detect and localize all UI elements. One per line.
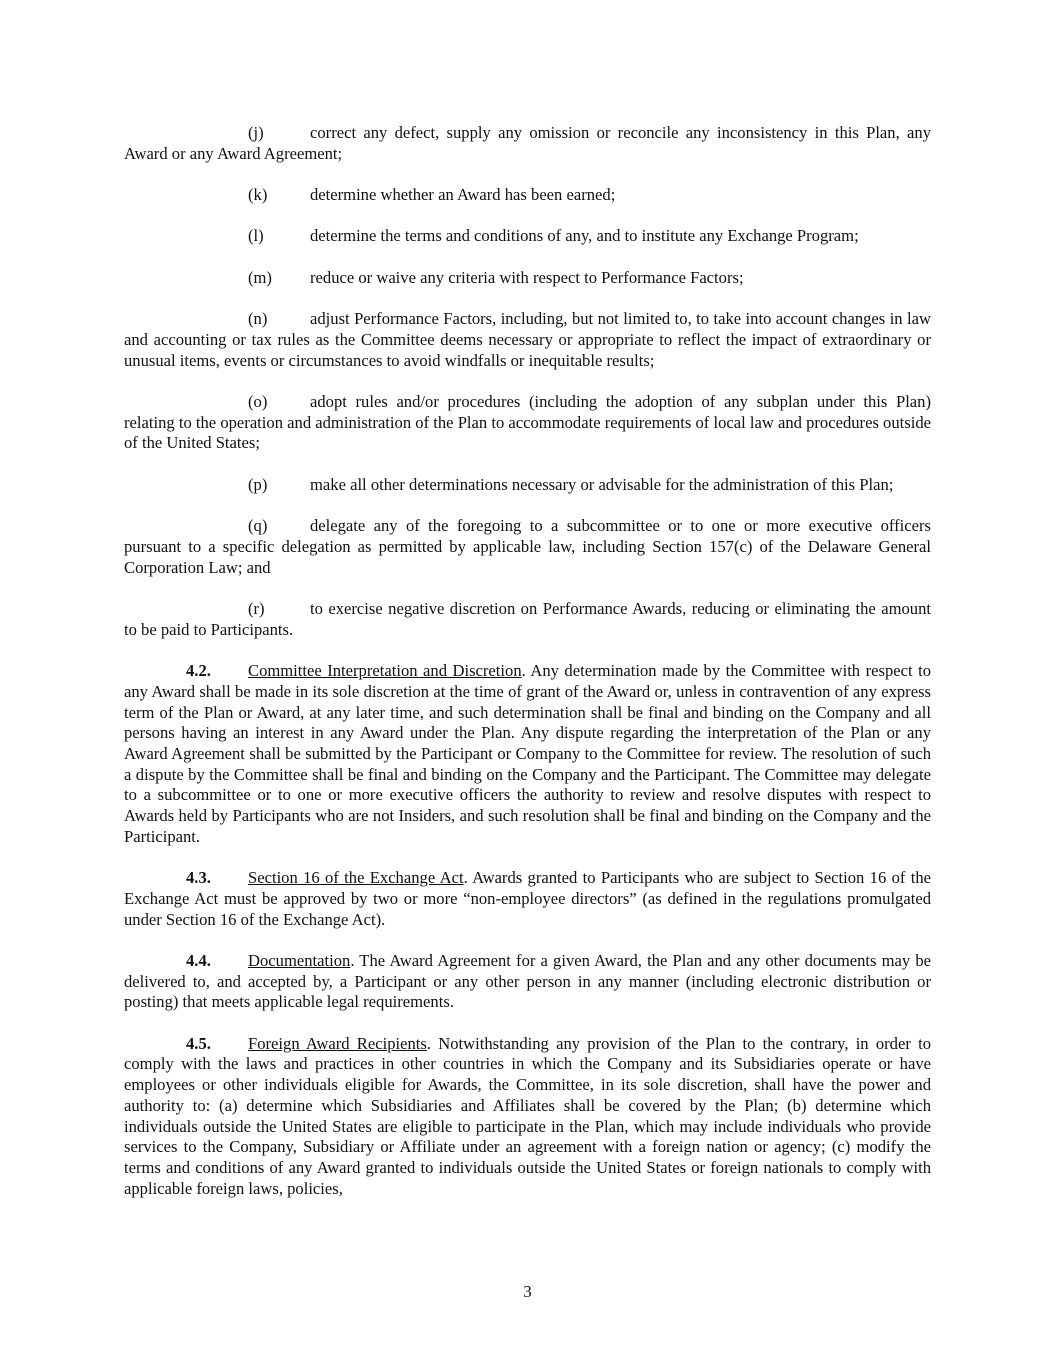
section-4-2 bbox=[124, 661, 931, 847]
section-4-5 bbox=[124, 1034, 931, 1200]
section-number: 4.2. bbox=[186, 661, 211, 681]
item-marker: (r) bbox=[248, 599, 265, 619]
item-marker: (l) bbox=[248, 226, 264, 246]
item-text: reduce or waive any criteria with respect to Performance Factors; bbox=[310, 267, 744, 287]
section-text: . The Award Agreement for a given Award, the Plan and any other documents may be delivered to, and accepted by, a Participant or any other person in any manner (including electronic distribution or posting) that meets applicable legal requirements. bbox=[124, 950, 931, 1012]
list-item-p bbox=[124, 475, 931, 496]
item-marker: (k) bbox=[248, 185, 268, 205]
item-text: determine the terms and conditions of any, and to institute any Exchange Program; bbox=[310, 226, 859, 246]
list-item-q bbox=[124, 516, 931, 578]
list-item-o bbox=[124, 392, 931, 454]
section-4-3 bbox=[124, 868, 931, 930]
section-title: Section 16 of the Exchange Act bbox=[248, 868, 464, 888]
item-text: adjust Performance Factors, including, but not limited to, to take into account changes in law and accounting or tax rules as the Committee deems necessary or appropriate to reflect the impact of extraordinary or unusual items, events or circumstances to avoid windfalls or inequitable results; bbox=[124, 309, 931, 370]
section-title: Foreign Award Recipients bbox=[248, 1033, 427, 1053]
list-item-k bbox=[124, 185, 931, 206]
section-text: . Any determination made by the Committee with respect to any Award shall be made in its sole discretion at the time of grant of the Award or, unless in contravention of any express term of the Plan or Award, at any later time, and such determination shall be final and binding on the Company and all persons having an interest in any Award under the Plan. Any dispute regarding the interpretation of the Plan or any Award Agreement shall be submitted by the Participant or Company to the Committee for review. The resolution of such a dispute by the Committee shall be final and binding on the Company and the Participant. The Committee may delegate to a subcommittee or to one or more executive officers the authority to review and resolve disputes with respect to Awards held by Participants who are not Insiders, and such resolution shall be final and binding on the Company and the Participant. bbox=[124, 661, 931, 846]
section-text: . Notwithstanding any provision of the Plan to the contrary, in order to comply with the laws and practices in other countries in which the Company and its Subsidiaries operate or have employees or other individuals eligible for Awards, the Committee, in its sole discretion, shall have the power and authority to: (a) determine which Subsidiaries and Affiliates shall be covered by the Plan; (b) determine which individuals outside the United States are eligible to participate in the Plan, which may include individuals who provide services to the Company, Subsidiary or Affiliate under an agreement with a foreign nation or agency; (c) modify the terms and conditions of any Award granted to individuals outside the United States or foreign nationals to comply with applicable foreign laws, policies, bbox=[124, 1033, 931, 1198]
section-text: . Awards granted to Participants who are subject to Section 16 of the Exchange Act must be approved by two or more “non-employee directors” (as defined in the regulations promulgated under Section 16 of the Exchange Act). bbox=[124, 868, 931, 929]
section-title: Documentation bbox=[248, 950, 351, 970]
list-item-l bbox=[124, 226, 931, 247]
list-item-m bbox=[124, 268, 931, 289]
item-text: determine whether an Award has been earned; bbox=[310, 185, 616, 205]
item-marker: (n) bbox=[248, 309, 268, 329]
section-number: 4.4. bbox=[186, 950, 211, 970]
section-number: 4.3. bbox=[186, 868, 211, 888]
section-4-4 bbox=[124, 951, 931, 1013]
item-marker: (p) bbox=[248, 474, 268, 494]
item-marker: (j) bbox=[248, 123, 264, 142]
list-item-j bbox=[124, 123, 931, 164]
section-title: Committee Interpretation and Discretion bbox=[248, 661, 522, 681]
page-number: 3 bbox=[523, 1282, 532, 1301]
document-page bbox=[124, 123, 931, 1220]
item-text: adopt rules and/or procedures (including the adoption of any subplan under this Plan) relating to the operation and administration of the Plan to accommodate requirements of local law and procedures outside of the United States; bbox=[124, 392, 931, 453]
item-text: delegate any of the foregoing to a subcommittee or to one or more executive officers pursuant to a specific delegation as permitted by applicable law, including Section 157(c) of the Delaware General Corporation Law; and bbox=[124, 516, 931, 577]
item-marker: (o) bbox=[248, 392, 268, 412]
list-item-r bbox=[124, 599, 931, 640]
item-marker: (q) bbox=[248, 516, 268, 536]
list-item-n bbox=[124, 309, 931, 371]
section-number: 4.5. bbox=[186, 1033, 211, 1053]
item-marker: (m) bbox=[248, 267, 272, 287]
item-text: correct any defect, supply any omission or reconcile any inconsistency in this Plan, any Award or any Award Agreement; bbox=[124, 123, 931, 163]
item-text: to exercise negative discretion on Performance Awards, reducing or eliminating the amount to be paid to Participants. bbox=[124, 599, 931, 639]
item-text: make all other determinations necessary or advisable for the administration of this Plan; bbox=[310, 474, 894, 494]
